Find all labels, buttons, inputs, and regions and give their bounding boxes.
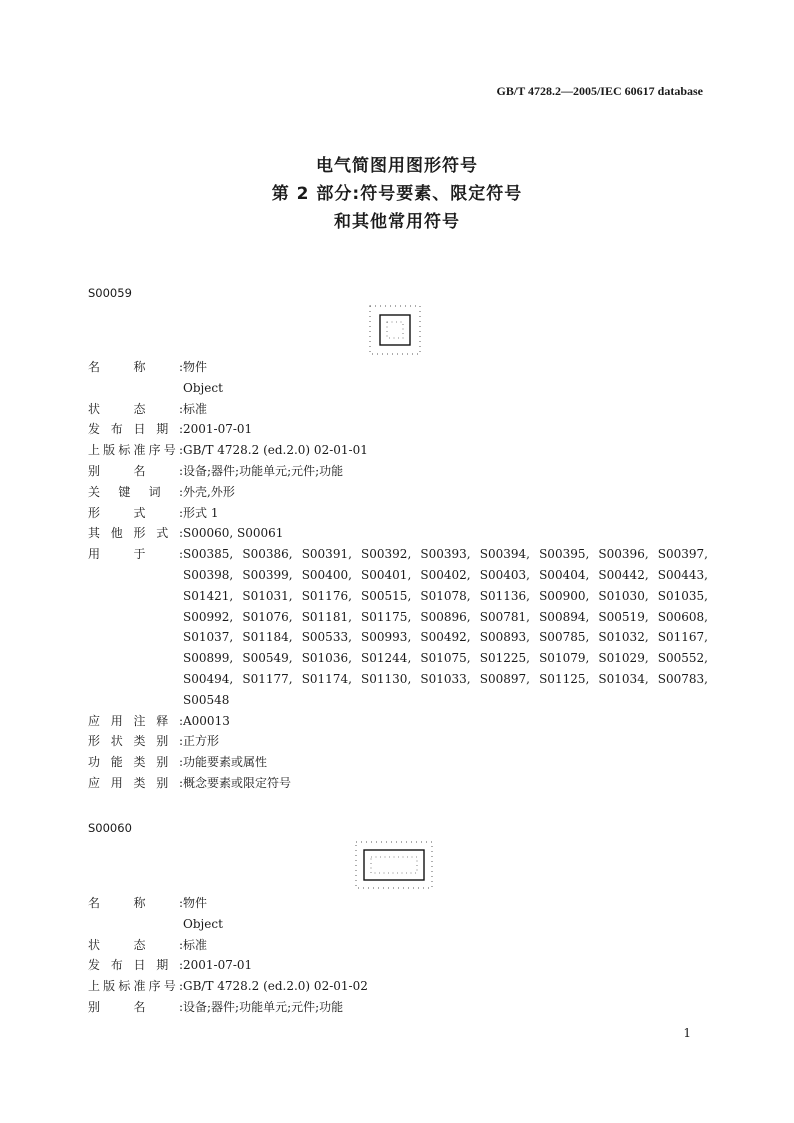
- field-row: [88, 955, 708, 976]
- rectangle-object-symbol: [352, 838, 436, 892]
- field-row: [88, 399, 708, 420]
- field-label: 上 版 标 准 序 号 :: [88, 979, 183, 994]
- field-row: [88, 773, 708, 794]
- field-row: [88, 523, 708, 544]
- field-row: [88, 461, 708, 482]
- field-label: 形 式 :: [88, 505, 183, 520]
- field-label: 发 布 日 期 :: [88, 958, 183, 973]
- field-value: 2001-07-01: [183, 958, 253, 973]
- page-number: 1: [683, 1026, 691, 1040]
- entry-fields-s00059: [88, 357, 708, 794]
- title-line-3: 和其他常用符号: [334, 212, 460, 232]
- field-label: 别 名 :: [88, 999, 183, 1014]
- field-value: Object: [183, 916, 223, 931]
- field-label: 发 布 日 期 :: [88, 422, 183, 437]
- field-label: 别 名 :: [88, 463, 183, 478]
- field-label: 形 状 类 别 :: [88, 734, 183, 749]
- field-label: 其 他 形 式 :: [88, 526, 183, 541]
- standard-reference: GB/T 4728.2—2005/IEC 60617 database: [496, 84, 703, 98]
- field-value: 标准: [183, 937, 208, 952]
- field-row: [88, 731, 708, 752]
- field-row: [88, 935, 708, 956]
- field-value: 标准: [183, 401, 208, 416]
- field-label: [88, 914, 183, 935]
- field-row: [88, 544, 708, 710]
- field-value: 物件: [183, 896, 208, 910]
- title-line-1: 电气简图用图形符号: [316, 156, 478, 176]
- field-value: Object: [183, 380, 223, 395]
- field-row: [88, 378, 708, 399]
- field-label: [88, 378, 183, 399]
- field-value: 2001-07-01: [183, 422, 253, 437]
- field-label: 状 态 :: [88, 401, 183, 416]
- field-label: 功 能 类 别 :: [88, 755, 183, 770]
- field-label: 应 用 注 释 :: [88, 713, 183, 728]
- field-label: 上 版 标 准 序 号 :: [88, 443, 183, 458]
- field-row: [88, 503, 708, 524]
- field-label: 关 键 词 :: [88, 484, 183, 499]
- field-value: 正方形: [183, 734, 220, 749]
- field-row: [88, 419, 708, 440]
- field-value: GB/T 4728.2 (ed.2.0) 02-01-02: [183, 979, 368, 994]
- field-row: [88, 711, 708, 732]
- field-value: 物件: [183, 360, 208, 374]
- field-label: 名 称 :: [88, 896, 183, 910]
- field-row: [88, 914, 708, 935]
- field-label: 用 于 :: [88, 547, 183, 562]
- field-value: S00385, S00386, S00391, S00392, S00393, S00394, S00395, S00396, S00397, S00398, S00399, S00400, S00401, S00402, S00403, S00404, S00442, S00443, S01421, S01031, S01176, S00515, S01078, S01136, S00900, S01030, S01035, S00992, S01076, S01181, S01175, S00896, S00781, S00894, S00519, S00608, S01037, S01184, S00533, S00993, S00492, S00893, S00785, S01032, S01167, S00899, S00549, S01036, S01244, S01075, S01225, S01079, S01029, S00552, S00494, S01177, S01174, S01130, S01033, S00897, S01125, S01034, S00783, S00548: [183, 547, 708, 707]
- field-value: 设备;器件;功能单元;元件;功能: [183, 463, 344, 478]
- document-title: [0, 152, 794, 236]
- field-row: [88, 976, 708, 997]
- field-row: [88, 752, 708, 773]
- field-label: 状 态 :: [88, 937, 183, 952]
- field-value: 概念要素或限定符号: [183, 775, 292, 790]
- field-value: 外壳,外形: [183, 484, 235, 499]
- entry-fields-s00060: [88, 893, 708, 1018]
- title-line-2: 第 2 部分:符号要素、限定符号: [271, 184, 523, 204]
- field-label: 名 称 :: [88, 360, 183, 374]
- field-label: 应 用 类 别 :: [88, 775, 183, 790]
- field-row: [88, 997, 708, 1018]
- square-object-symbol: [366, 302, 424, 358]
- field-value: GB/T 4728.2 (ed.2.0) 02-01-01: [183, 443, 368, 458]
- field-row: [88, 357, 708, 378]
- field-row: [88, 893, 708, 914]
- field-value: A00013: [183, 713, 230, 728]
- symbol-id-s00060: S00060: [88, 821, 132, 835]
- field-value: 功能要素或属性: [183, 755, 268, 770]
- field-row: [88, 440, 708, 461]
- field-value: 设备;器件;功能单元;元件;功能: [183, 999, 344, 1014]
- field-row: [88, 482, 708, 503]
- field-value: 形式 1: [183, 505, 219, 520]
- symbol-id-s00059: S00059: [88, 286, 132, 300]
- field-value: S00060, S00061: [183, 526, 284, 541]
